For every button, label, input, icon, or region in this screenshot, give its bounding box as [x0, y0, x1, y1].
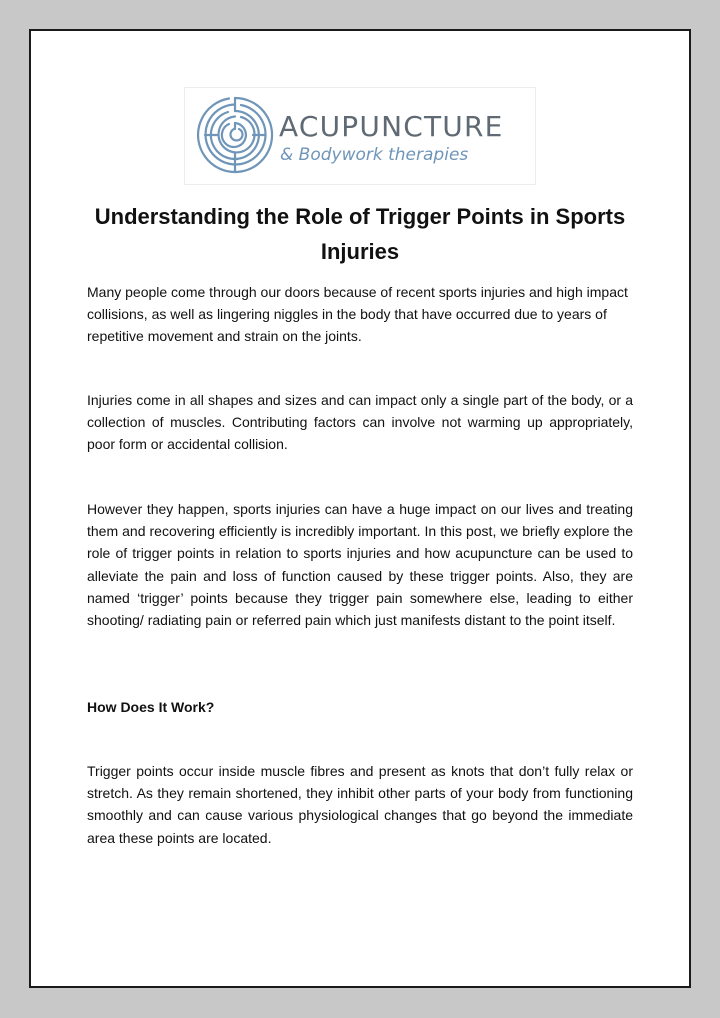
document-page: [29, 29, 691, 988]
brand-logo: [184, 87, 536, 185]
article-title: Understanding the Role of Trigger Points in Sports Injuries: [94, 204, 626, 264]
logo-wordmark: ACUPUNCTURE: [279, 110, 504, 143]
paragraph-how-it-works: Trigger points occur inside muscle fibres and present as knots that don’t fully relax or stretch. As they remain shortened, they inhibit other parts of your body from functioning smoothly and can cause various physiological changes that go beyond the immediate area these points are located.: [87, 763, 633, 846]
paragraph-injury-types: Injuries come in all shapes and sizes and can impact only a single part of the body, or a collection of muscles. Contributing factors can involve not warming up appropriately, poor form or accidental collision.: [87, 392, 633, 453]
paragraph-intro: Many people come through our doors because of recent sports injuries and high impact collisions, as well as lingering niggles in the body that have occurred due to years of repetitive movement and strain on the joints.: [87, 284, 628, 345]
paragraph-trigger-points-overview: However they happen, sports injuries can have a huge impact on our lives and treating them and recovering efficiently is incredibly important. In this post, we briefly explore the role of trigger points in relation to sports injuries and how acupuncture can be used to alleviate the pain and loss of function caused by these trigger points. Also, they are named ‘trigger’ points because they trigger pain somewhere else, leading to either shooting/ radiating pain or referred pain which just manifests distant to the point itself.: [87, 501, 633, 629]
labyrinth-logo-icon: [194, 92, 276, 180]
section-heading: How Does It Work?: [87, 699, 215, 715]
logo-tagline: & Bodywork therapies: [280, 145, 469, 165]
